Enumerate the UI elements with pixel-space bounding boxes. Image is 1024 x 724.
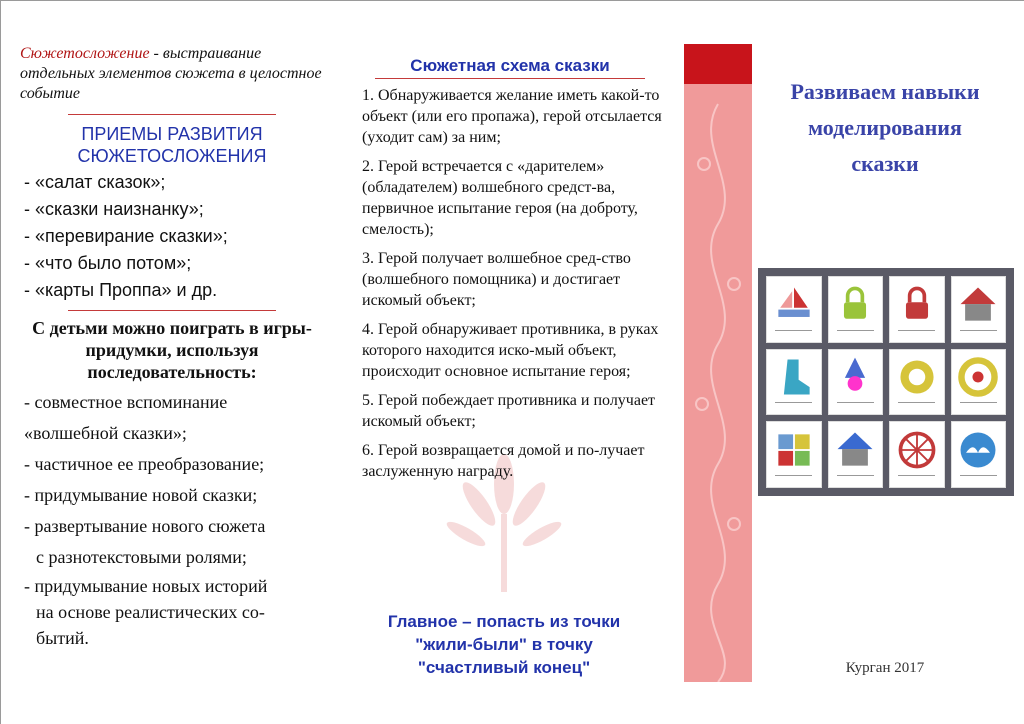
card-caption-placeholder <box>775 402 812 409</box>
main-message-line: "счастливый конец" <box>417 658 591 677</box>
puzzle-icon <box>771 427 817 473</box>
wheel-icon <box>894 427 940 473</box>
main-message-line: Главное – попасть из точки <box>387 612 621 631</box>
left-panel <box>14 44 330 651</box>
card-caption-placeholder <box>898 402 935 409</box>
propp-card <box>766 349 822 416</box>
scheme-steps-list <box>362 85 666 482</box>
bird-icon <box>955 427 1001 473</box>
propp-card <box>766 421 822 488</box>
sequence-item: - развертывание нового сюжета <box>24 516 266 536</box>
boot-icon <box>771 354 817 400</box>
lock-icon <box>832 282 878 328</box>
scheme-heading: Сюжетная схема сказки <box>410 56 610 75</box>
scheme-step: 3. Герой получает волшебное сред-ство (волшебного помощника) и достигает искомый объект; <box>362 250 631 309</box>
scheme-step: 5. Герой побеждает противника и получает искомый объект; <box>362 392 656 430</box>
technique-item: - «карты Проппа» и др. <box>24 280 218 300</box>
band-red-header <box>684 44 752 84</box>
technique-item: - «что было потом»; <box>24 253 192 273</box>
propp-card <box>951 349 1007 416</box>
card-caption-placeholder <box>898 330 935 337</box>
divider-line <box>68 310 276 311</box>
card-caption-placeholder <box>837 475 874 482</box>
band-ornament-icon <box>684 84 752 682</box>
main-message-line: "жили-были" в точку <box>415 635 593 654</box>
card-caption-placeholder <box>775 330 812 337</box>
technique-item: - «салат сказок»; <box>24 172 166 192</box>
frame-left-line <box>0 0 1 724</box>
sun-icon <box>894 354 940 400</box>
scheme-step: 4. Герой обнаруживает противника, в руках которого находится иско-мый объект, происходит основное испытание героя; <box>362 321 659 380</box>
main-message <box>354 610 654 679</box>
witch-icon <box>832 354 878 400</box>
sequence-item: бытий. <box>36 628 89 648</box>
brochure-title <box>760 74 1010 182</box>
house-icon <box>955 282 1001 328</box>
sequence-item: с разнотекстовыми ролями; <box>36 547 247 567</box>
frame-top-line <box>0 0 1024 1</box>
title-line: сказки <box>851 151 919 176</box>
divider-line <box>375 78 645 79</box>
technique-item: - «сказки наизнанку»; <box>24 199 204 219</box>
card-caption-placeholder <box>775 475 812 482</box>
games-heading: С детьми можно поиграть в игры-придумки, используя последовательность: <box>32 318 312 382</box>
propp-card <box>951 276 1007 343</box>
definition-term: Сюжетосложение <box>20 45 150 62</box>
card-caption-placeholder <box>960 402 997 409</box>
techniques-list <box>14 169 330 304</box>
ship-icon <box>771 282 817 328</box>
propp-card <box>828 421 884 488</box>
definition-text: выстраивание отдельных элементов сюжета в целостное событие <box>20 45 322 102</box>
sequence-item: - придумывание новой сказки; <box>24 485 258 505</box>
propp-card <box>889 421 945 488</box>
sequence-item: - придумывание новых историй <box>24 576 268 596</box>
sequence-item: на основе реалистических со- <box>36 602 265 622</box>
propp-card <box>951 421 1007 488</box>
scheme-step: 2. Герой встречается с «дарителем» (обладателем) волшебного средст-ва, первичное испытание героя (на доброту, смелость); <box>362 158 638 238</box>
card-caption-placeholder <box>960 475 997 482</box>
lock-icon <box>894 282 940 328</box>
card-caption-placeholder <box>837 330 874 337</box>
propp-card <box>828 276 884 343</box>
scheme-step: 6. Герой возвращается домой и по-лучает заслуженную награду. <box>362 442 645 480</box>
propp-card <box>828 349 884 416</box>
decorative-band <box>684 44 752 682</box>
divider-line <box>68 114 276 115</box>
propp-card <box>766 276 822 343</box>
sequence-item: «волшебной сказки»; <box>24 423 187 443</box>
card-caption-placeholder <box>837 402 874 409</box>
techniques-heading: ПРИЕМЫ РАЗВИТИЯ СЮЖЕТОСЛОЖЕНИЯ <box>77 124 267 166</box>
definition-paragraph <box>20 44 330 104</box>
card-caption-placeholder <box>960 330 997 337</box>
wreath-icon <box>955 354 1001 400</box>
propp-card <box>889 349 945 416</box>
house-icon <box>832 427 878 473</box>
title-line: моделирования <box>808 115 962 140</box>
propp-cards-grid <box>758 268 1014 496</box>
middle-panel <box>354 44 666 677</box>
sequence-item: - совместное вспоминание <box>24 392 228 412</box>
scheme-step: 1. Обнаруживается желание иметь какой-то объект (или его пропажа), герой отсылается (уходит сам) за ним; <box>362 87 662 146</box>
definition-dash: - <box>149 45 163 62</box>
sequence-item: - частичное ее преобразование; <box>24 454 265 474</box>
city-year-footer: Курган 2017 <box>845 660 925 676</box>
propp-card <box>889 276 945 343</box>
title-line: Развиваем навыки <box>790 79 980 104</box>
sequence-list <box>14 387 330 651</box>
technique-item: - «перевирание сказки»; <box>24 226 228 246</box>
card-caption-placeholder <box>898 475 935 482</box>
